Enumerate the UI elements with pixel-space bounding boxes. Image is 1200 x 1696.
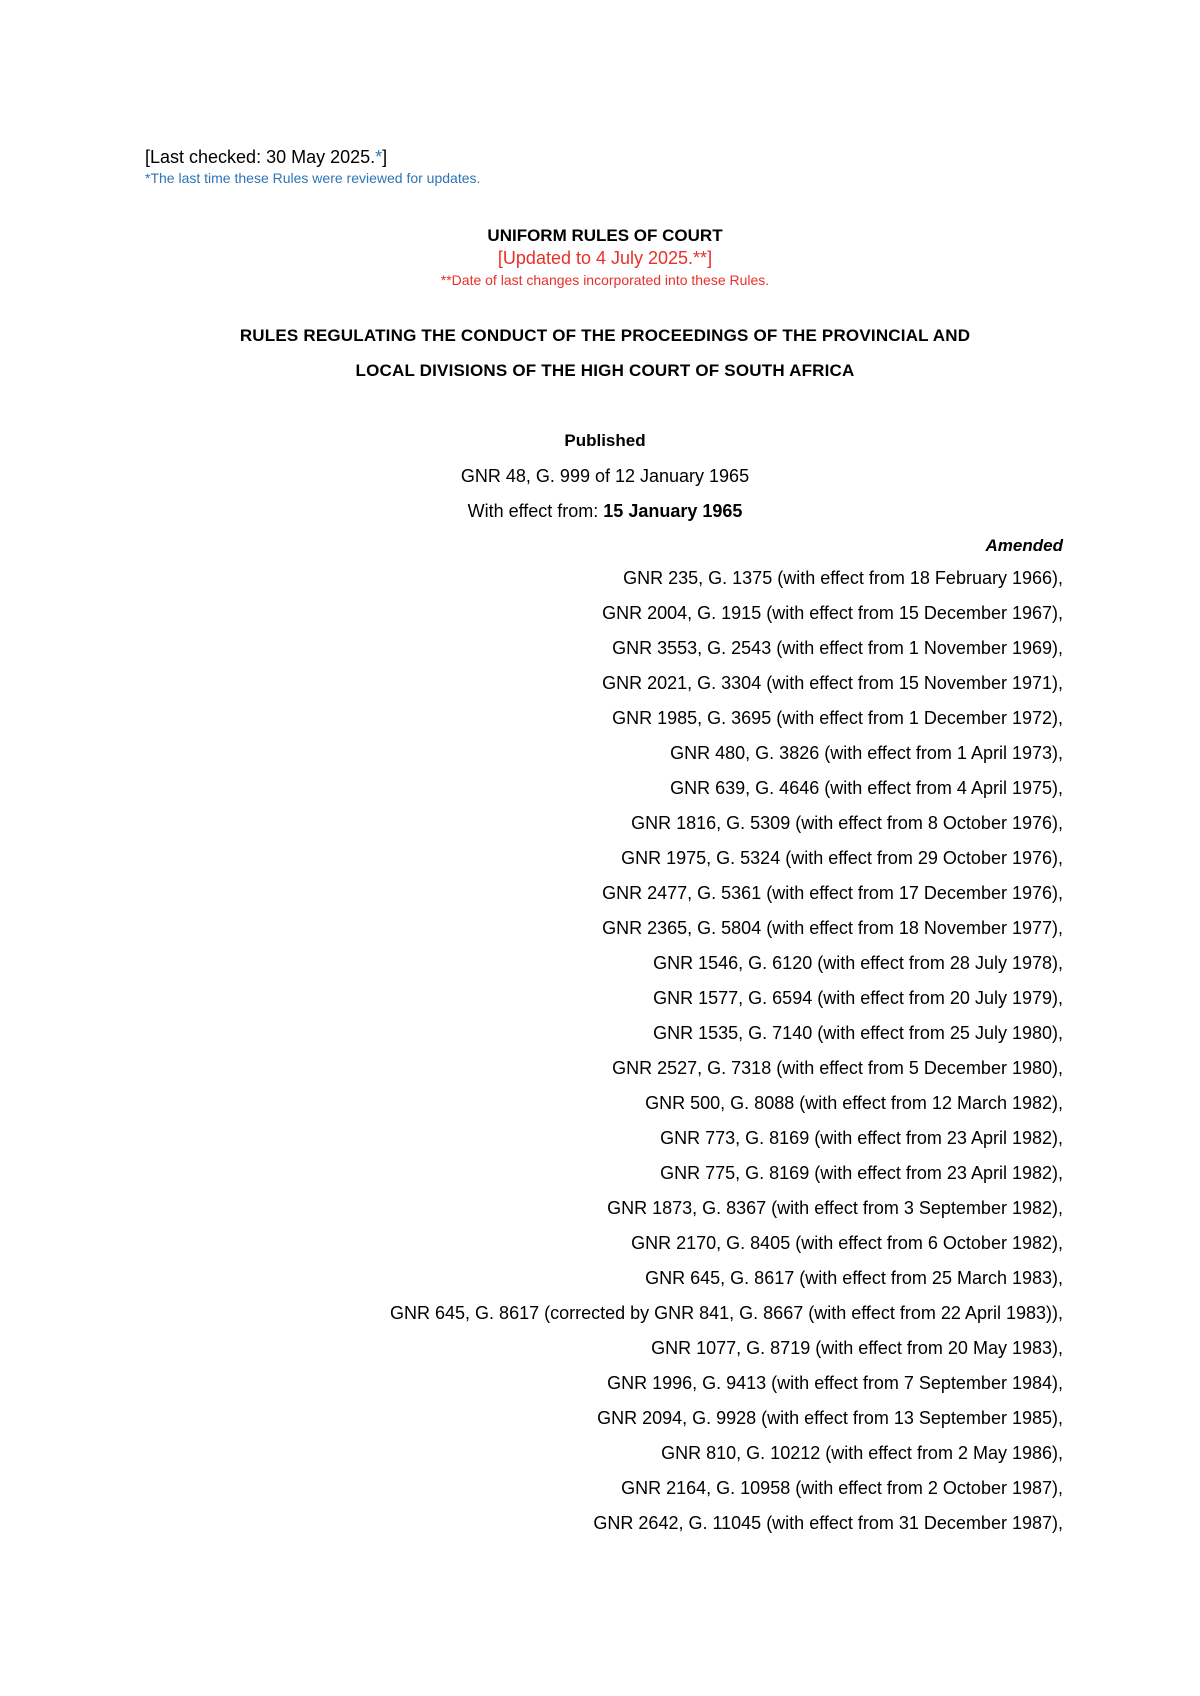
effect-prefix: With effect from: <box>467 501 604 521</box>
last-checked-text: [Last checked: 30 May 2025. <box>145 147 376 167</box>
updated-note: **Date of last changes incorporated into these Rules. <box>440 272 770 288</box>
amendment-item: GNR 2164, G. 10958 (with effect from 2 October 1987), <box>621 1478 1063 1498</box>
amendment-item: GNR 2170, G. 8405 (with effect from 6 October 1982), <box>631 1233 1063 1253</box>
amendment-item: GNR 775, G. 8169 (with effect from 23 April 1982), <box>660 1163 1063 1183</box>
amendment-item: GNR 1546, G. 6120 (with effect from 28 July 1978), <box>653 953 1063 973</box>
published-label: Published <box>564 431 646 450</box>
amendment-item: GNR 645, G. 8617 (corrected by GNR 841, G. 8667 (with effect from 22 April 1983)), <box>390 1303 1063 1323</box>
document-title: UNIFORM RULES OF COURT <box>487 226 723 245</box>
amendment-item: GNR 1975, G. 5324 (with effect from 29 October 1976), <box>621 848 1063 868</box>
amendment-item: GNR 639, G. 4646 (with effect from 4 April 1975), <box>670 778 1063 798</box>
amendment-item: GNR 2477, G. 5361 (with effect from 17 December 1976), <box>602 883 1063 903</box>
amendment-item: GNR 1816, G. 5309 (with effect from 8 October 1976), <box>631 813 1063 833</box>
updated-date: [Updated to 4 July 2025.**] <box>497 248 713 268</box>
effect-date: 15 January 1965 <box>603 501 743 521</box>
last-checked-line <box>145 146 387 168</box>
rules-heading-line-1: RULES REGULATING THE CONDUCT OF THE PROCEEDINGS OF THE PROVINCIAL AND <box>239 326 971 345</box>
amendment-item: GNR 2365, G. 5804 (with effect from 18 November 1977), <box>602 918 1063 938</box>
amendment-item: GNR 1535, G. 7140 (with effect from 25 July 1980), <box>653 1023 1063 1043</box>
amendment-item: GNR 810, G. 10212 (with effect from 2 May 1986), <box>661 1443 1063 1463</box>
amendment-item: GNR 235, G. 1375 (with effect from 18 February 1966), <box>623 568 1063 588</box>
amendment-item: GNR 1996, G. 9413 (with effect from 7 September 1984), <box>607 1373 1063 1393</box>
amendment-item: GNR 2004, G. 1915 (with effect from 15 December 1967), <box>602 603 1063 623</box>
last-checked-note: *The last time these Rules were reviewed for updates. <box>145 170 481 186</box>
amendment-item: GNR 3553, G. 2543 (with effect from 1 November 1969), <box>612 638 1063 658</box>
amendment-item: GNR 1985, G. 3695 (with effect from 1 December 1972), <box>612 708 1063 728</box>
amendment-item: GNR 645, G. 8617 (with effect from 25 March 1983), <box>645 1268 1063 1288</box>
amendment-item: GNR 2021, G. 3304 (with effect from 15 November 1971), <box>602 673 1063 693</box>
amendment-item: GNR 2527, G. 7318 (with effect from 5 December 1980), <box>612 1058 1063 1078</box>
amendment-item: GNR 2642, G. 11045 (with effect from 31 December 1987), <box>593 1513 1063 1533</box>
amendment-item: GNR 1873, G. 8367 (with effect from 3 September 1982), <box>607 1198 1063 1218</box>
amended-label: Amended <box>985 536 1063 555</box>
last-checked-star: * <box>375 147 383 167</box>
amendment-item: GNR 773, G. 8169 (with effect from 23 April 1982), <box>660 1128 1063 1148</box>
amendment-item: GNR 480, G. 3826 (with effect from 1 April 1973), <box>670 743 1063 763</box>
amendment-item: GNR 1577, G. 6594 (with effect from 20 July 1979), <box>653 988 1063 1008</box>
published-gnr: GNR 48, G. 999 of 12 January 1965 <box>460 466 750 486</box>
amendment-item: GNR 500, G. 8088 (with effect from 12 March 1982), <box>645 1093 1063 1113</box>
last-checked-close: ] <box>382 147 388 167</box>
amendments-list <box>390 567 1063 1547</box>
rules-heading-line-2: LOCAL DIVISIONS OF THE HIGH COURT OF SOUTH AFRICA <box>355 361 855 380</box>
effect-line <box>145 500 1065 522</box>
amendment-item: GNR 1077, G. 8719 (with effect from 20 May 1983), <box>651 1338 1063 1358</box>
amendment-item: GNR 2094, G. 9928 (with effect from 13 September 1985), <box>597 1408 1063 1428</box>
